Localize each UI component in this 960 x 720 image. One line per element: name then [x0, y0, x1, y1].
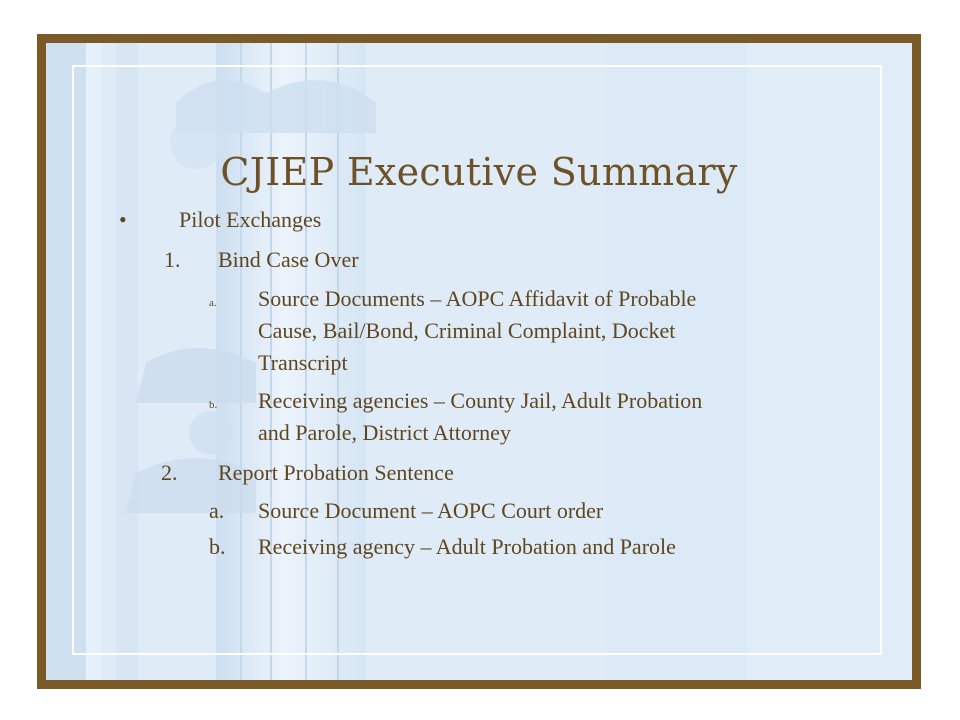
slide-frame	[37, 34, 921, 689]
slide	[46, 43, 912, 680]
item-1-marker: 1.	[164, 247, 181, 272]
pilot-exchanges-label: Pilot Exchanges	[179, 207, 322, 232]
item-2a-line-1: Source Document – AOPC Court order	[258, 498, 604, 523]
item-1b-marker: b.	[209, 399, 218, 411]
slide-title: CJIEP Executive Summary	[220, 150, 738, 194]
item-1b-line-2: and Parole, District Attorney	[258, 420, 511, 445]
item-1b-line-1: Receiving agencies – County Jail, Adult Probation	[258, 388, 703, 413]
item-2b-marker: b.	[209, 534, 226, 559]
bullet-icon: •	[119, 207, 127, 232]
item-1a-line-3: Transcript	[258, 350, 348, 375]
item-2b-line-1: Receiving agency – Adult Probation and Parole	[258, 534, 676, 559]
item-1-label: Bind Case Over	[218, 247, 359, 272]
item-1a-marker: a.	[209, 297, 217, 309]
item-2a-marker: a.	[209, 498, 225, 523]
item-2-marker: 2.	[161, 460, 178, 485]
item-2-label: Report Probation Sentence	[218, 460, 454, 485]
item-1a-line-2: Cause, Bail/Bond, Criminal Complaint, Docket	[258, 318, 676, 343]
item-1a-line-1: Source Documents – AOPC Affidavit of Probable	[258, 286, 697, 311]
